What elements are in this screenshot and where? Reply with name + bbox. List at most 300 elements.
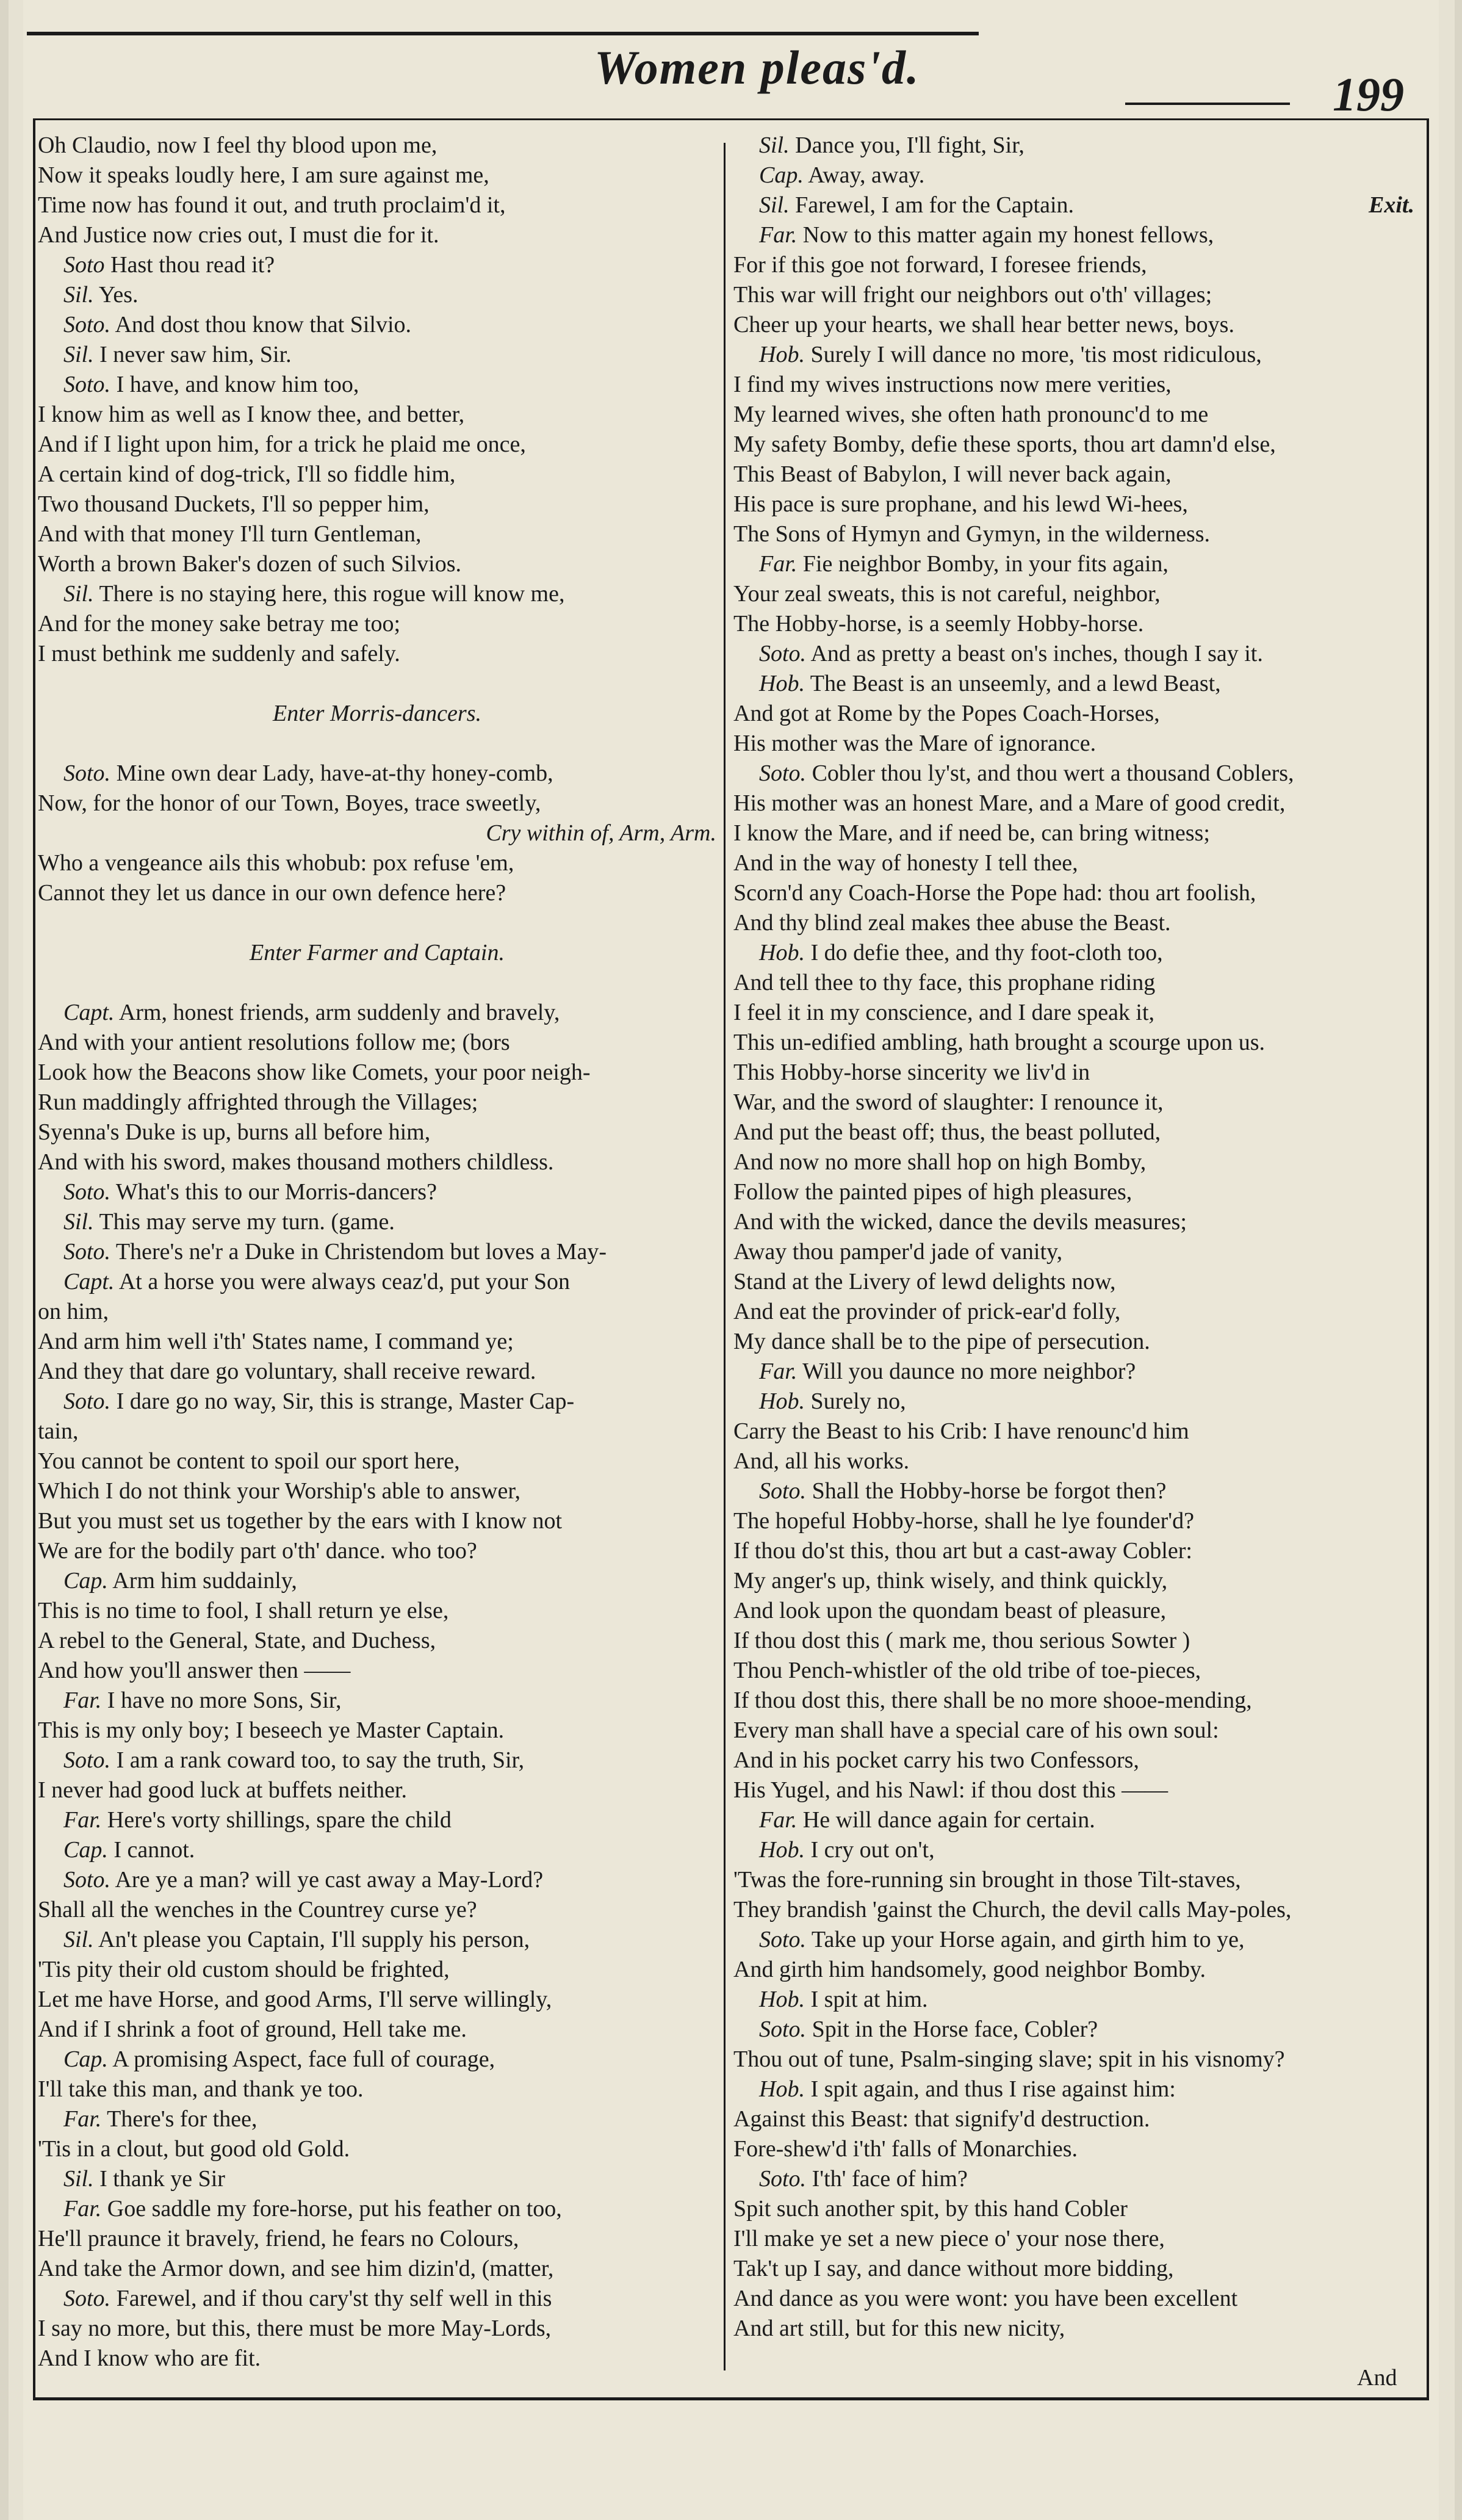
speaker-prefix: Cap. [759, 162, 804, 188]
verse-line [733, 1865, 1419, 1895]
verse-line [733, 1746, 1419, 1775]
speaker-prefix: Soto. [759, 1478, 807, 1504]
line-text: Oh Claudio, now I feel thy blood upon me, [38, 132, 438, 158]
verse-line [733, 1895, 1419, 1925]
speaker-prefix: Far. [63, 1807, 102, 1833]
line-text: Fore-shew'd i'th' falls of Monarchies. [733, 2136, 1078, 2162]
verse-line [38, 1955, 716, 1985]
verse-line [38, 1446, 716, 1476]
verse-line [733, 1058, 1419, 1088]
line-text: And Justice now cries out, I must die for it. [38, 222, 439, 248]
verse-line [38, 400, 716, 430]
verse-line [733, 1985, 1419, 2015]
verse-line [38, 549, 716, 579]
line-text: Spit in the Horse face, Cobler? [812, 2016, 1098, 2042]
verse-line [733, 190, 1419, 220]
verse-line [38, 609, 716, 639]
verse-line [733, 2284, 1419, 2314]
line-text: And girth him handsomely, good neighbor Bomby. [733, 1957, 1206, 1982]
speaker-prefix: Soto. [759, 2016, 807, 2042]
exit-direction: Exit. [1369, 192, 1414, 218]
line-text: Time now has found it out, and truth proclaim'd it, [38, 192, 506, 218]
line-text: And thy blind zeal makes thee abuse the Beast. [733, 910, 1171, 936]
line-text: I thank ye Sir [99, 2166, 225, 2192]
verse-line [38, 1596, 716, 1626]
line-text: They brandish 'gainst the Church, the devil calls May-poles, [733, 1897, 1292, 1922]
verse-line [38, 2104, 716, 2134]
line-text: Scorn'd any Coach-Horse the Pope had: thou art foolish, [733, 880, 1256, 906]
line-text: This un-edified ambling, hath brought a scourge upon us. [733, 1030, 1266, 1055]
verse-line [38, 1686, 716, 1716]
speaker-prefix: Far. [759, 551, 798, 577]
line-text: I cannot. [113, 1837, 195, 1863]
verse-line [38, 430, 716, 460]
line-text: Farewel, I am for the Captain. [795, 192, 1075, 218]
line-text: And with the wicked, dance the devils measures; [733, 1209, 1187, 1235]
verse-line [38, 220, 716, 250]
verse-line [733, 1506, 1419, 1536]
line-text: This is no time to fool, I shall return ye else, [38, 1598, 449, 1623]
speaker-prefix: Hob. [759, 671, 805, 696]
verse-line [38, 1476, 716, 1506]
line-text: And dost thou know that Silvio. [115, 312, 412, 338]
verse-line [38, 2344, 716, 2374]
line-text: I'll take this man, and thank ye too. [38, 2076, 364, 2102]
line-text: My anger's up, think wisely, and think quickly, [733, 1568, 1168, 1594]
verse-line [733, 340, 1419, 370]
verse-line [733, 2164, 1419, 2194]
speaker-prefix: Sil. [63, 581, 94, 607]
blank-line [38, 968, 716, 998]
verse-line [38, 489, 716, 519]
line-text: Spit such another spit, by this hand Cobler [733, 2196, 1128, 2222]
line-text: on him, [38, 1299, 109, 1324]
verse-line [733, 549, 1419, 579]
verse-line [733, 1117, 1419, 1147]
line-text: And if I light upon him, for a trick he plaid me once, [38, 431, 526, 457]
verse-line [38, 1327, 716, 1357]
verse-line [38, 2254, 716, 2284]
verse-line [38, 1387, 716, 1417]
speaker-prefix: Far. [63, 2196, 102, 2222]
line-text: He will dance again for certain. [802, 1807, 1095, 1833]
line-text: And I know who are fit. [38, 2345, 261, 2371]
speaker-prefix: Far. [759, 1359, 798, 1384]
line-text: And take the Armor down, and see him dizin'd, (matter, [38, 2256, 554, 2281]
verse-line [733, 1147, 1419, 1177]
line-text: And art still, but for this new nicity, [733, 2316, 1065, 2341]
line-text: And if I shrink a foot of ground, Hell take me. [38, 2016, 467, 2042]
verse-line [38, 1088, 716, 1117]
speaker-prefix: Hob. [759, 1388, 805, 1414]
line-text: A rebel to the General, State, and Duchess, [38, 1628, 436, 1653]
verse-line [733, 1207, 1419, 1237]
line-text: What's this to our Morris-dancers? [115, 1179, 437, 1205]
line-text: And tell thee to thy face, this prophane riding [733, 970, 1156, 995]
verse-line [38, 2224, 716, 2254]
blank-line [38, 729, 716, 759]
verse-line [38, 1835, 716, 1865]
verse-line [38, 789, 716, 818]
line-text: There's for thee, [107, 2106, 257, 2132]
verse-line [733, 2194, 1419, 2224]
verse-line [733, 280, 1419, 310]
line-text: His mother was an honest Mare, and a Mare of good credit, [733, 790, 1286, 816]
verse-line [733, 579, 1419, 609]
verse-line [733, 759, 1419, 789]
speaker-prefix: Soto. [759, 641, 807, 666]
verse-line [38, 1775, 716, 1805]
verse-line [733, 2104, 1419, 2134]
speaker-prefix: Far. [63, 1688, 102, 1713]
line-text: Take up your Horse again, and girth him to ye, [811, 1927, 1245, 1952]
verse-line [38, 2045, 716, 2074]
line-text: Stand at the Livery of lewd delights now, [733, 1269, 1116, 1294]
verse-line [38, 1297, 716, 1327]
line-text: Away thou pamper'd jade of vanity, [733, 1239, 1063, 1265]
line-text: He'll praunce it bravely, friend, he fears no Colours, [38, 2226, 519, 2251]
speaker-prefix: Soto. [759, 760, 807, 786]
line-text: I say no more, but this, there must be more May-Lords, [38, 2316, 552, 2341]
line-text: Follow the painted pipes of high pleasures, [733, 1179, 1133, 1205]
verse-line [733, 1327, 1419, 1357]
line-text: And with that money I'll turn Gentleman, [38, 521, 422, 547]
verse-line [733, 818, 1419, 848]
line-text: Here's vorty shillings, spare the child [107, 1807, 452, 1833]
line-text: This is my only boy; I beseech ye Master Captain. [38, 1717, 505, 1743]
line-text: And eat the provinder of prick-ear'd folly, [733, 1299, 1121, 1324]
line-text: Against this Beast: that signify'd destruction. [733, 2106, 1150, 2132]
verse-line [38, 878, 716, 908]
column-divider [724, 143, 726, 2370]
verse-line [38, 2164, 716, 2194]
speaker-prefix: Sil. [63, 282, 94, 308]
verse-line [733, 1177, 1419, 1207]
line-text: We are for the bodily part o'th' dance. who too? [38, 1538, 477, 1564]
verse-line [38, 1357, 716, 1387]
verse-line [733, 968, 1419, 998]
verse-line [733, 1775, 1419, 1805]
verse-line [733, 1297, 1419, 1327]
line-text: I dare go no way, Sir, this is strange, Master Cap- [116, 1388, 575, 1414]
line-text: Look how the Beacons show like Comets, your poor neigh- [38, 1060, 591, 1085]
verse-line [38, 1746, 716, 1775]
line-text: Shall all the wenches in the Countrey curse ye? [38, 1897, 477, 1922]
line-text: Who a vengeance ails this whobub: pox refuse 'em, [38, 850, 514, 876]
line-text: An't please you Captain, I'll supply his person, [98, 1927, 530, 1952]
line-text: Thou out of tune, Psalm-singing slave; spit in his visnomy? [733, 2046, 1285, 2072]
verse-line [733, 1805, 1419, 1835]
line-text: Cobler thou ly'st, and thou wert a thousand Coblers, [812, 760, 1294, 786]
verse-line [38, 161, 716, 190]
speaker-prefix: Hob. [759, 1987, 805, 2012]
verse-line [733, 1925, 1419, 1955]
verse-line [733, 2074, 1419, 2104]
line-text: Surely I will dance no more, 'tis most ridiculous, [810, 342, 1262, 367]
line-text: Arm, honest friends, arm suddenly and bravely, [118, 1000, 560, 1025]
line-text: Fie neighbor Bomby, in your fits again, [802, 551, 1169, 577]
line-text: Mine own dear Lady, have-at-thy honey-comb, [116, 760, 553, 786]
line-text: His pace is sure prophane, and his lewd Wi-hees, [733, 491, 1188, 517]
line-text: The Sons of Hymyn and Gymyn, in the wilderness. [733, 521, 1211, 547]
line-text: This may serve my turn. (game. [99, 1209, 395, 1235]
line-text: There's ne'r a Duke in Christendom but loves a May- [115, 1239, 607, 1265]
speaker-prefix: Cap. [63, 1837, 108, 1863]
speaker-prefix: Sil. [63, 2166, 94, 2192]
line-text: And arm him well i'th' States name, I command ye; [38, 1329, 514, 1354]
line-text: Farewel, and if thou cary'st thy self well in this [116, 2286, 552, 2311]
verse-line [38, 1117, 716, 1147]
speaker-prefix: Hob. [759, 342, 805, 367]
line-text: This Hobby-horse sincerity we liv'd in [733, 1060, 1090, 1085]
speaker-prefix: Soto. [63, 1179, 111, 1205]
line-text: I find my wives instructions now mere verities, [733, 372, 1172, 397]
speaker-prefix: Soto. [63, 760, 111, 786]
speaker-prefix: Cap. [63, 2046, 108, 2072]
right-column [733, 131, 1419, 2344]
line-text: The Beast is an unseemly, and a lewd Beast, [810, 671, 1221, 696]
line-text: And look upon the quondam beast of pleasure, [733, 1598, 1167, 1623]
line-text: If thou dost this, there shall be no more shooe-mending, [733, 1688, 1252, 1713]
verse-line [38, 759, 716, 789]
verse-line [733, 1596, 1419, 1626]
verse-line [38, 2015, 716, 2045]
speaker-prefix: Far. [63, 2106, 102, 2132]
verse-line [733, 1417, 1419, 1446]
speaker-prefix: Capt. [63, 1000, 115, 1025]
line-text: Run maddingly affrighted through the Villages; [38, 1089, 478, 1115]
verse-line [733, 938, 1419, 968]
line-text: My dance shall be to the pipe of persecution. [733, 1329, 1150, 1354]
top-rule [27, 32, 979, 35]
verse-line [38, 2134, 716, 2164]
line-text: I am a rank coward too, to say the truth, Sir, [116, 1747, 525, 1773]
line-text: And with his sword, makes thousand mothers childless. [38, 1149, 554, 1175]
line-text: And now no more shall hop on high Bomby, [733, 1149, 1147, 1175]
line-text: And in the way of honesty I tell thee, [733, 850, 1078, 876]
line-text: Arm him suddainly, [112, 1568, 297, 1594]
line-text: Will you daunce no more neighbor? [802, 1359, 1136, 1384]
line-text: I cry out on't, [810, 1837, 935, 1863]
line-text: Which I do not think your Worship's able to answer, [38, 1478, 520, 1504]
line-text: Goe saddle my fore-horse, put his feather on too, [107, 2196, 562, 2222]
line-text: I have no more Sons, Sir, [107, 1688, 342, 1713]
verse-line [38, 1177, 716, 1207]
line-text: The Hobby-horse, is a seemly Hobby-horse. [733, 611, 1144, 637]
verse-line [733, 669, 1419, 699]
line-text: Now it speaks loudly here, I am sure against me, [38, 162, 489, 188]
verse-line [38, 1985, 716, 2015]
running-title: Women pleas'd. [594, 41, 920, 94]
speaker-prefix: Sil. [63, 342, 94, 367]
line-text: And for the money sake betray me too; [38, 611, 401, 637]
line-text: There is no staying here, this rogue will know me, [99, 581, 565, 607]
line-text: I do defie thee, and thy foot-cloth too, [810, 940, 1163, 966]
speaker-prefix: Cap. [63, 1568, 108, 1594]
verse-line [38, 1716, 716, 1746]
verse-line [733, 370, 1419, 400]
verse-line [38, 1895, 716, 1925]
verse-line [733, 2254, 1419, 2284]
verse-line [733, 699, 1419, 729]
line-text: Now to this matter again my honest fellows, [802, 222, 1214, 248]
line-text: 'Tis in a clout, but good old Gold. [38, 2136, 350, 2162]
verse-line [733, 2015, 1419, 2045]
speaker-prefix: Sil. [759, 192, 790, 218]
verse-line [38, 1058, 716, 1088]
verse-line [733, 131, 1419, 161]
line-text: I spit again, and thus I rise against him: [810, 2076, 1176, 2102]
verse-line [733, 878, 1419, 908]
line-text: I'th' face of him? [812, 2166, 968, 2192]
verse-line [733, 460, 1419, 489]
stage-direction: Enter Morris-dancers. [273, 701, 481, 726]
line-text: And got at Rome by the Popes Coach-Horses, [733, 701, 1160, 726]
page-number: 199 [1333, 68, 1404, 121]
verse-line [733, 161, 1419, 190]
verse-line [38, 1805, 716, 1835]
line-text: Cheer up your hearts, we shall hear better news, boys. [733, 312, 1234, 338]
line-text: I never saw him, Sir. [99, 342, 292, 367]
verse-line [38, 1925, 716, 1955]
verse-line [38, 370, 716, 400]
line-text: And dance as you were wont: you have been excellent [733, 2286, 1238, 2311]
verse-line [733, 1446, 1419, 1476]
verse-line [38, 280, 716, 310]
verse-line [38, 2284, 716, 2314]
line-text: Are ye a man? will ye cast away a May-Lord? [115, 1867, 544, 1893]
verse-line [733, 1267, 1419, 1297]
line-text: Dance you, I'll fight, Sir, [795, 132, 1024, 158]
line-text: And, all his works. [733, 1448, 910, 1474]
verse-line [733, 729, 1419, 759]
verse-line [733, 1357, 1419, 1387]
verse-line [38, 131, 716, 161]
verse-line [733, 1716, 1419, 1746]
verse-line [733, 2045, 1419, 2074]
line-text: His mother was the Mare of ignorance. [733, 731, 1096, 756]
verse-line [38, 579, 716, 609]
line-text: I have, and know him too, [116, 372, 359, 397]
verse-line [38, 310, 716, 340]
header-rule [1125, 103, 1290, 105]
line-text: At a horse you were always ceaz'd, put your Son [118, 1269, 570, 1294]
verse-line [38, 1267, 716, 1297]
speaker-prefix: Soto. [63, 1867, 111, 1893]
verse-line [733, 1626, 1419, 1656]
line-text: If thou dost this ( mark me, thou serious Sowter ) [733, 1628, 1190, 1653]
verse-line [733, 430, 1419, 460]
line-text: But you must set us together by the ears with I know not [38, 1508, 563, 1534]
line-text: And put the beast off; thus, the beast polluted, [733, 1119, 1161, 1145]
verse-line [733, 1686, 1419, 1716]
speaker-prefix: Far. [759, 222, 798, 248]
line-text: I never had good luck at buffets neither. [38, 1777, 407, 1803]
line-text: Let me have Horse, and good Arms, I'll serve willingly, [38, 1987, 552, 2012]
stage-direction: Enter Farmer and Captain. [250, 940, 505, 966]
verse-line [38, 460, 716, 489]
verse-line [38, 2194, 716, 2224]
line-text: War, and the sword of slaughter: I renounce it, [733, 1089, 1164, 1115]
verse-line [733, 908, 1419, 938]
line-text: I know him as well as I know thee, and better, [38, 402, 465, 427]
line-text: Worth a brown Baker's dozen of such Silvios. [38, 551, 462, 577]
bottom-rule [33, 2397, 1429, 2400]
stage-direction: Cry within of, Arm, Arm. [486, 820, 716, 846]
line-text: I feel it in my conscience, and I dare speak it, [733, 1000, 1155, 1025]
verse-line [38, 2074, 716, 2104]
line-text: The hopeful Hobby-horse, shall he lye founder'd? [733, 1508, 1195, 1534]
verse-line [733, 489, 1419, 519]
line-text: 'Twas the fore-running sin brought in those Tilt-staves, [733, 1867, 1241, 1893]
line-text: This war will fright our neighbors out o'th' villages; [733, 282, 1212, 308]
verse-line [38, 1237, 716, 1267]
verse-line [733, 998, 1419, 1028]
verse-line [38, 998, 716, 1028]
speaker-prefix: Soto. [63, 312, 111, 338]
verse-line [733, 400, 1419, 430]
line-text: 'Tis pity their old custom should be frighted, [38, 1957, 450, 1982]
catchword: And [1357, 2365, 1397, 2391]
line-text: Away, away. [808, 162, 925, 188]
speaker-prefix: Soto. [63, 2286, 111, 2311]
line-text: I know the Mare, and if need be, can bring witness; [733, 820, 1210, 846]
verse-line [733, 1536, 1419, 1566]
line-text: If thou do'st this, thou art but a cast-away Cobler: [733, 1538, 1192, 1564]
speaker-prefix: Soto. [759, 2166, 807, 2192]
line-text: I spit at him. [810, 1987, 928, 2012]
verse-line [38, 1028, 716, 1058]
verse-line [733, 1237, 1419, 1267]
verse-line [733, 1387, 1419, 1417]
verse-line [38, 1147, 716, 1177]
speaker-prefix: Sil. [759, 132, 790, 158]
line-text: Tak't up I say, and dance without more bidding, [733, 2256, 1174, 2281]
line-text: Your zeal sweats, this is not careful, neighbor, [733, 581, 1161, 607]
line-text: And with your antient resolutions follow me; (bors [38, 1030, 510, 1055]
verse-line [38, 848, 716, 878]
verse-line [38, 639, 716, 669]
verse-line [733, 1835, 1419, 1865]
page [9, 0, 1455, 2520]
line-text: Syenna's Duke is up, burns all before him, [38, 1119, 431, 1145]
verse-line [733, 220, 1419, 250]
verse-line [38, 1865, 716, 1895]
line-text: For if this goe not forward, I foresee friends, [733, 252, 1147, 278]
speaker-prefix: Soto. [759, 1927, 807, 1952]
blank-line [38, 669, 716, 699]
verse-line [733, 2314, 1419, 2344]
speaker-prefix: Far. [759, 1807, 798, 1833]
line-text: Shall the Hobby-horse be forgot then? [812, 1478, 1167, 1504]
line-text: My safety Bomby, defie these sports, thou art damn'd else, [733, 431, 1276, 457]
verse-line [38, 1506, 716, 1536]
left-column [38, 131, 716, 2374]
line-text: And they that dare go voluntary, shall receive reward. [38, 1359, 536, 1384]
speaker-prefix: Sil. [63, 1209, 94, 1235]
verse-line [733, 639, 1419, 669]
line-text: Surely no, [810, 1388, 906, 1414]
blank-line [38, 908, 716, 938]
verse-line [733, 2224, 1419, 2254]
verse-line [38, 250, 716, 280]
verse-line [733, 2134, 1419, 2164]
line-text: And in his pocket carry his two Confessors, [733, 1747, 1139, 1773]
verse-line [733, 789, 1419, 818]
speaker-prefix: Soto. [63, 1239, 111, 1265]
line-text: A certain kind of dog-trick, I'll so fiddle him, [38, 461, 456, 487]
line-text: Hast thou read it? [110, 252, 275, 278]
